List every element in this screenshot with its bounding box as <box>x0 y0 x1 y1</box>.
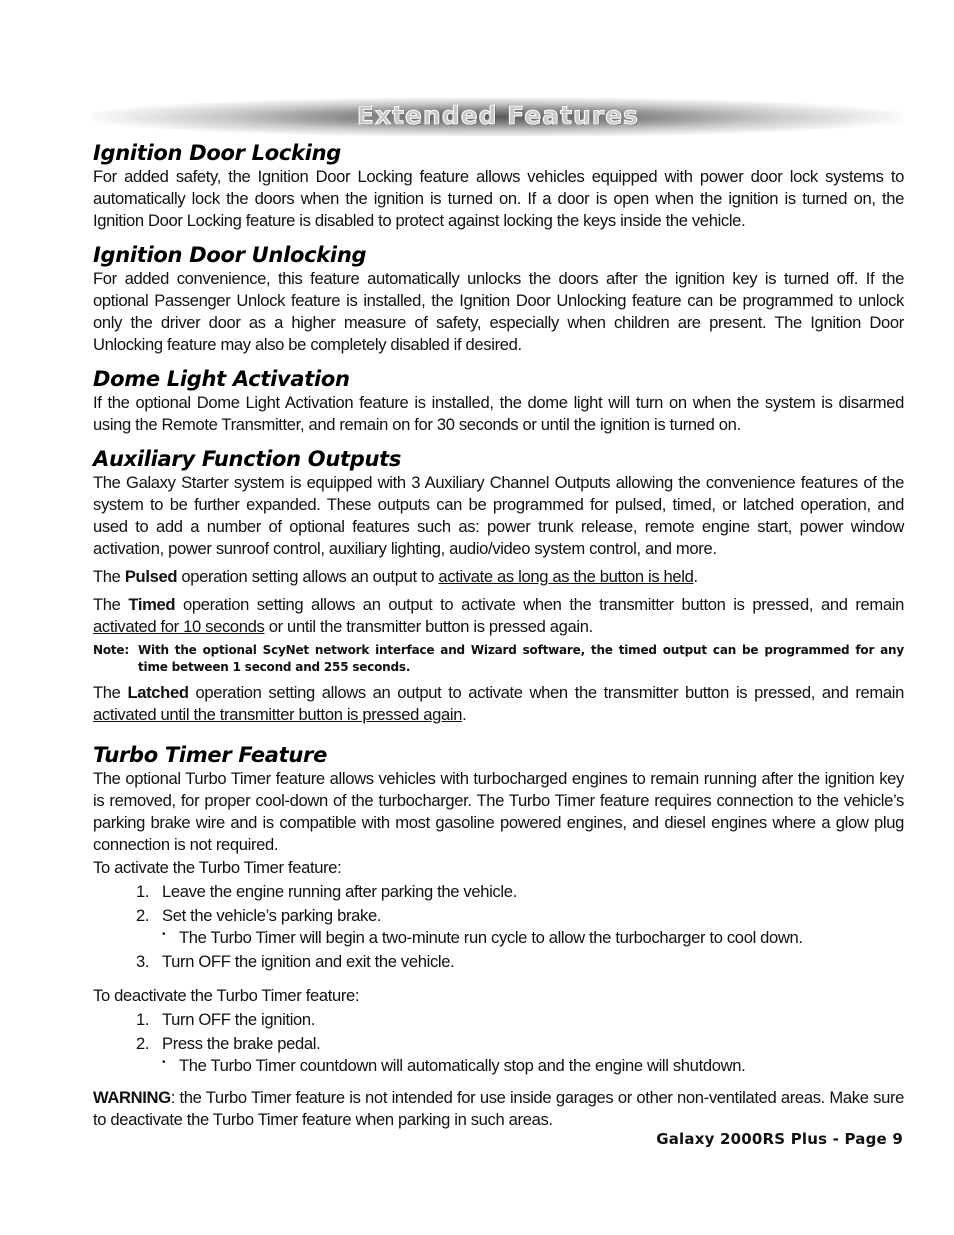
list-item <box>136 881 904 903</box>
note-text: With the optional ScyNet network interface and Wizard software, the timed output can be programmed for any time between 1 second and 255 seconds. <box>138 643 904 674</box>
section-body: The optional Turbo Timer feature allows vehicles with turbocharged engines to remain running after the ignition key is removed, for proper cool-down of the turbocharger. The Turbo Timer feature requires connection to the vehicle’s parking brake wire and is compatible with most gasoline powered engines, and diesel engines where a glow plug connection is not required. <box>93 769 904 854</box>
pulsed-setting-text <box>93 566 904 588</box>
bullet-icon: • <box>162 929 166 940</box>
section-heading: Ignition Door Locking <box>93 141 341 165</box>
bullet-text: The Turbo Timer will begin a two-minute run cycle to allow the turbocharger to cool down. <box>179 928 803 947</box>
page-footer: Galaxy 2000RS Plus - Page 9 <box>656 1130 903 1148</box>
text-run: The <box>93 595 129 614</box>
section-body: The Galaxy Starter system is equipped with 3 Auxiliary Channel Outputs allowing the convenience features of the system to be further expanded. These outputs can be programmed for pulsed, timed, or latched operation, and used to add a number of optional features such as: power trunk release, remote engine start, power window activation, power sunroof control, auxiliary lighting, audio/video system control, and more. <box>93 473 904 558</box>
text-run: operation setting allows an output to activate when the transmitter button is pressed, and remain <box>175 595 905 614</box>
step-text: Turn OFF the ignition and exit the vehicle. <box>162 952 455 971</box>
section-heading: Ignition Door Unlocking <box>93 243 367 267</box>
section-heading: Dome Light Activation <box>93 367 350 391</box>
text-run: operation setting allows an output to <box>177 567 439 586</box>
section-body: If the optional Dome Light Activation feature is installed, the dome light will turn on when the system is disarmed using the Remote Transmitter, and remain on for 30 seconds or until the ignition is turned on. <box>93 393 904 434</box>
text-run: : the Turbo Timer feature is not intended for use inside garages or other non-ventilated areas. Make sure to deactivate the Turbo Timer feature when parking in such areas. <box>93 1088 904 1129</box>
bullet-text: The Turbo Timer countdown will automatically stop and the engine will shutdown. <box>179 1056 746 1075</box>
deactivate-steps-list <box>93 1009 904 1077</box>
text-run: or until the transmitter button is pressed again. <box>264 617 593 636</box>
activate-steps-list <box>93 881 904 973</box>
list-item <box>136 905 904 949</box>
section-body: For added safety, the Ignition Door Locking feature allows vehicles equipped with power door lock systems to automatically lock the doors when the ignition is turned on. If a door is open when the ignition is turned on, the Ignition Door Locking feature is disabled to protect against locking the keys inside the vehicle. <box>93 167 904 230</box>
bullet-icon: • <box>162 1057 166 1068</box>
latched-label: Latched <box>127 683 189 702</box>
step-text: Press the brake pedal. <box>162 1034 321 1053</box>
section-heading: Auxiliary Function Outputs <box>93 447 402 471</box>
text-run: . <box>693 567 698 586</box>
pulsed-emphasis: activate as long as the button is held <box>438 567 694 586</box>
step-text: Set the vehicle’s parking brake. <box>162 906 382 925</box>
text-run: The <box>93 683 128 702</box>
text-run: operation setting allows an output to activate when the transmitter button is pressed, and remain <box>188 683 904 702</box>
timed-note <box>93 642 904 676</box>
step-bullet <box>136 927 904 949</box>
warning-label: WARNING <box>93 1088 171 1107</box>
step-bullet <box>136 1055 904 1077</box>
activate-intro: To activate the Turbo Timer feature: <box>93 858 342 877</box>
list-item <box>136 1033 904 1077</box>
text-run: . <box>462 705 467 724</box>
step-text: Leave the engine running after parking the vehicle. <box>162 882 517 901</box>
warning-text <box>93 1087 904 1131</box>
timed-setting-text <box>93 594 904 638</box>
section-heading: Turbo Timer Feature <box>93 743 328 767</box>
section-auxiliary-function-outputs <box>93 446 904 726</box>
section-turbo-timer-feature <box>93 742 904 1131</box>
step-text: Turn OFF the ignition. <box>162 1010 316 1029</box>
text-run: The <box>93 567 125 586</box>
note-label: Note: <box>93 643 129 657</box>
step-number: 3. <box>136 952 150 971</box>
step-number: 2. <box>136 1034 150 1053</box>
timed-label: Timed <box>128 595 176 614</box>
latched-setting-text <box>93 682 904 726</box>
banner-title: Extended Features <box>356 101 640 130</box>
timed-emphasis: activated for 10 seconds <box>93 617 265 636</box>
section-dome-light-activation <box>93 366 904 436</box>
deactivate-intro: To deactivate the Turbo Timer feature: <box>93 986 360 1005</box>
section-banner <box>92 98 904 136</box>
section-body: For added convenience, this feature automatically unlocks the doors after the ignition key is turned off. If the optional Passenger Unlock feature is installed, the Ignition Door Unlocking feature can be programmed to unlock only the driver door as a higher measure of safety, especially when children are present. The Ignition Door Unlocking feature may also be completely disabled if desired. <box>93 269 904 354</box>
step-number: 1. <box>136 882 150 901</box>
pulsed-label: Pulsed <box>124 567 178 586</box>
list-item <box>136 1009 904 1031</box>
section-ignition-door-locking <box>93 140 904 232</box>
step-number: 1. <box>136 1010 150 1029</box>
latched-emphasis: activated until the transmitter button is pressed again <box>93 705 463 724</box>
section-ignition-door-unlocking <box>93 242 904 356</box>
step-number: 2. <box>136 906 150 925</box>
list-item <box>136 951 904 973</box>
page-content <box>93 140 904 1141</box>
